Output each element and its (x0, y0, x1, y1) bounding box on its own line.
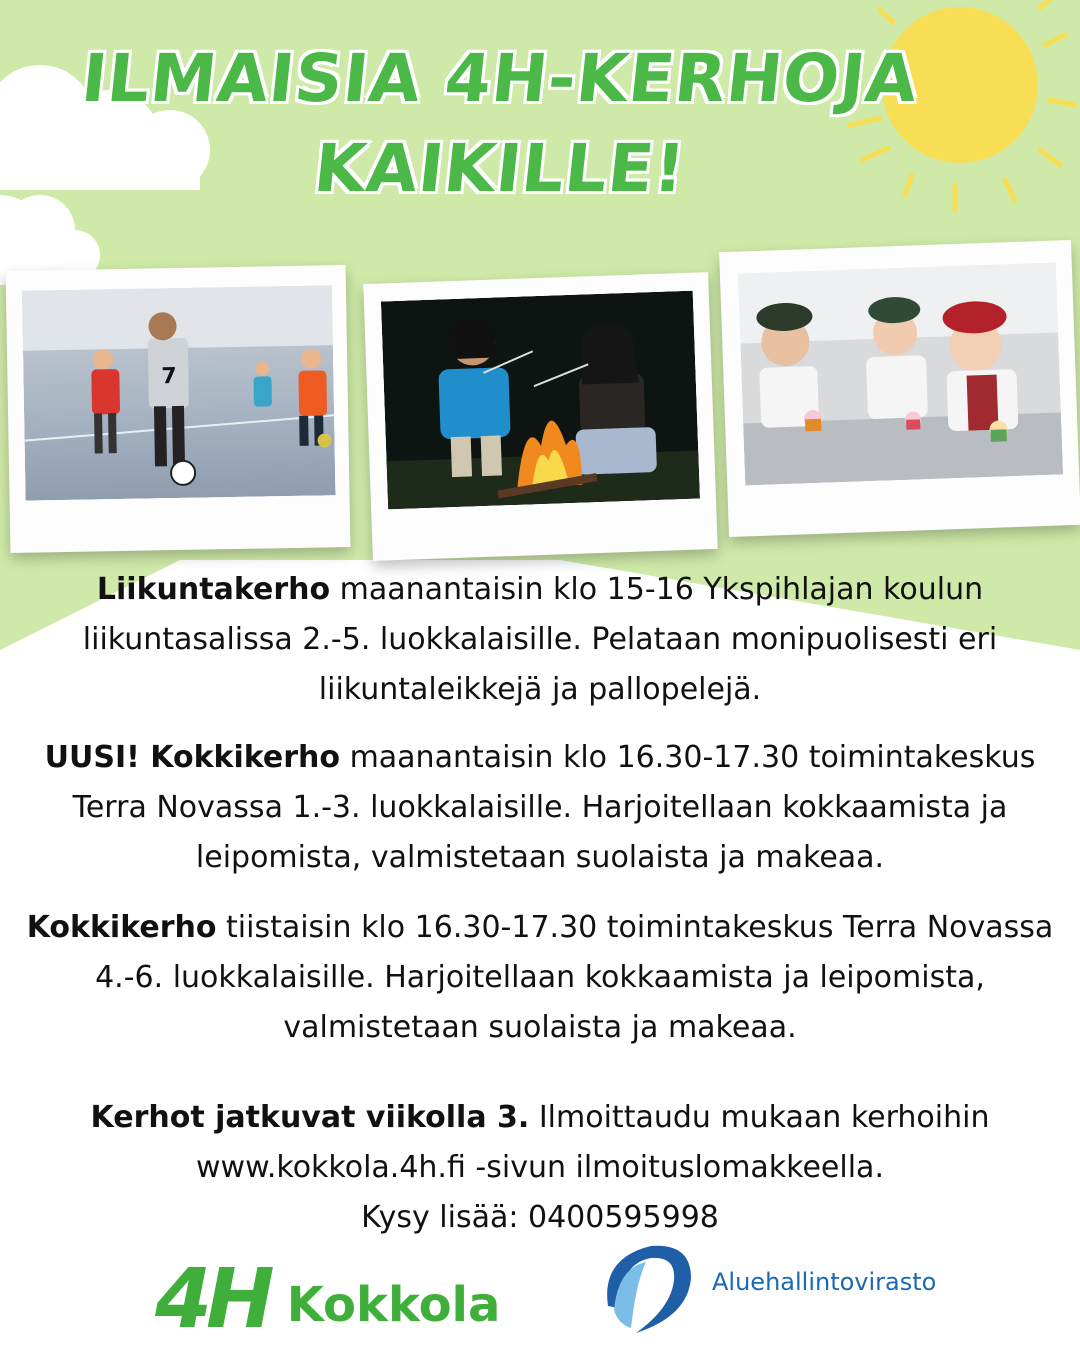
club-kokki-desc: tiistaisin klo 16.30-17.30 toimintakeskus Terra Novassa 4.-6. luokkalaisille. Harjoitellaan kokkaamista ja leipomista, valmistetaan suolaista ja makeaa. (95, 910, 1054, 1045)
club-liikunta (20, 565, 1060, 715)
title-line-1: ILMAISIA 4H-KERHOJA (78, 40, 922, 117)
photo-frame-soccer (6, 265, 351, 553)
club-kokki-new-name: UUSI! Kokkikerho (44, 740, 341, 775)
footer-info-bold: Kerhot jatkuvat viikolla 3. (90, 1100, 530, 1135)
photo-frame-campfire (363, 272, 717, 561)
footer-info-website: www.kokkola.4h.fi -sivun ilmoituslomakkeella. (196, 1150, 884, 1185)
logo-avi-text: Aluehallintovirasto (712, 1268, 937, 1296)
photo-cooking (738, 262, 1063, 485)
photo-frame-cooking (719, 240, 1080, 537)
club-kokki (20, 903, 1060, 1053)
club-liikunta-desc: maanantaisin klo 15-16 Ykspihlajan koulun liikuntasalissa 2.-5. luokkalaisille. Pelataan monipuolisesti eri liikuntaleikkejä ja pallopelejä. (82, 572, 998, 707)
club-kokki-new-desc: maanantaisin klo 16.30-17.30 toimintakeskus Terra Novassa 1.-3. luokkalaisille. Harjoitellaan kokkaamista ja leipomista, valmistetaan suolaista ja makeaa. (72, 740, 1036, 875)
logo-4h-city: Kokkola (286, 1277, 501, 1333)
club-kokki-name: Kokkikerho (26, 910, 217, 945)
logo-4h-mark: 4H (155, 1252, 269, 1347)
footer-info-phone: Kysy lisää: 0400595998 (361, 1200, 719, 1235)
avi-logo-icon (596, 1238, 701, 1338)
photo-campfire (381, 291, 700, 510)
club-kokki-new (20, 733, 1060, 883)
footer-info-text1: Ilmoittaudu mukaan kerhoihin (529, 1100, 990, 1135)
club-liikunta-name: Liikuntakerho (96, 572, 331, 607)
footer-info (20, 1093, 1060, 1243)
logo-4h-kokkola (155, 1252, 500, 1347)
photo-soccer (22, 285, 336, 500)
svg-text:7: 7 (161, 364, 177, 390)
title-line-2: KAIKILLE! (310, 130, 690, 207)
